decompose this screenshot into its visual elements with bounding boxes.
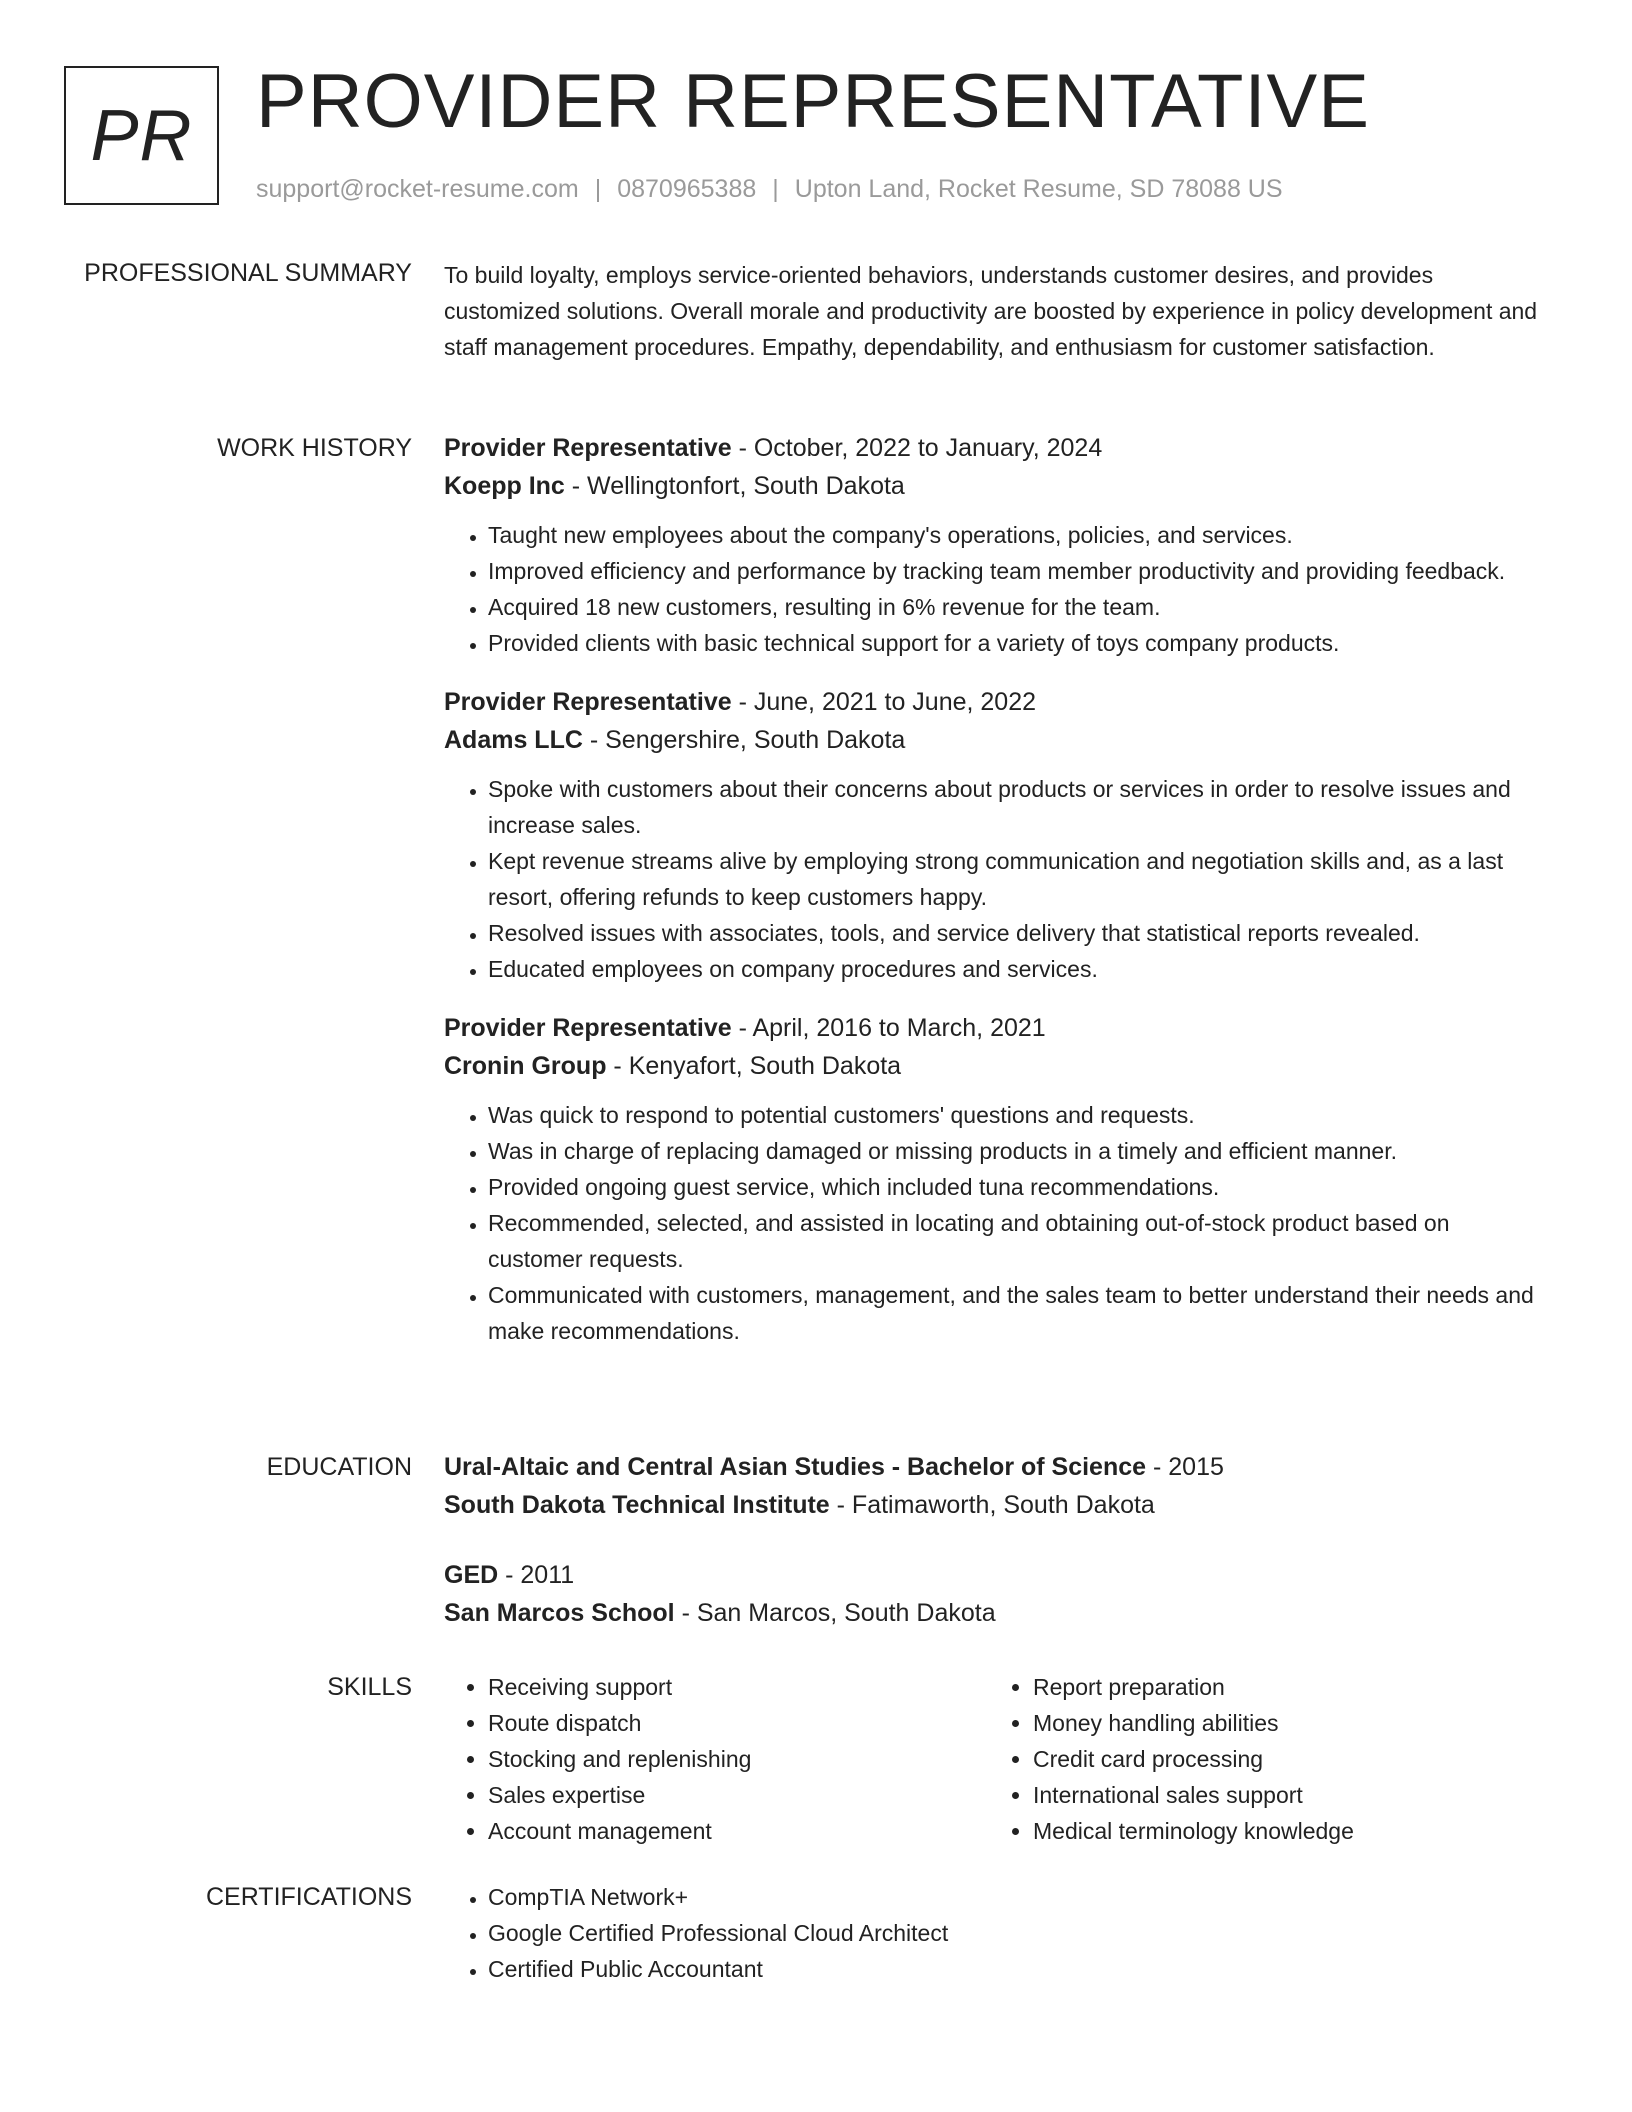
job-bullet: • Taught new employees about the company's operations, policies, and services. [488, 517, 1544, 553]
job-title-line [444, 429, 1544, 467]
skill-item: • Sales expertise [488, 1777, 989, 1813]
certifications-list [444, 1879, 1544, 1987]
job-title-line [444, 683, 1544, 721]
job-entry [444, 429, 1544, 661]
contact-email[interactable]: support@rocket-resume.com [256, 175, 579, 203]
job-bullets [444, 1097, 1544, 1349]
job-company: Koepp Inc [444, 472, 565, 500]
job-company-line [444, 721, 1544, 759]
skill-item: • Stocking and replenishing [488, 1741, 989, 1777]
skills-list-left [444, 1669, 989, 1849]
section-label-skills: SKILLS [327, 1673, 412, 1701]
job-location: - Wellingtonfort, South Dakota [564, 472, 905, 500]
job-company-line [444, 467, 1544, 505]
skill-item: • International sales support [1033, 1777, 1534, 1813]
education-school: South Dakota Technical Institute [444, 1491, 830, 1519]
job-bullet: • Provided clients with basic technical support for a variety of toys company products. [488, 625, 1544, 661]
job-entry [444, 683, 1544, 987]
contact-address: Upton Land, Rocket Resume, SD 78088 US [794, 175, 1283, 203]
skills-list-right [989, 1669, 1534, 1849]
education-school: San Marcos School [444, 1599, 675, 1627]
education-school-line [444, 1486, 1544, 1524]
job-bullet: • Acquired 18 new customers, resulting in 6% revenue for the team. [488, 589, 1544, 625]
monogram-box [64, 66, 219, 205]
job-location: - Kenyafort, South Dakota [606, 1052, 902, 1080]
job-title: Provider Representative [444, 1014, 732, 1042]
contact-separator: | [772, 175, 779, 203]
job-bullet: • Provided ongoing guest service, which included tuna recommendations. [488, 1169, 1544, 1205]
job-bullet: • Recommended, selected, and assisted in locating and obtaining out-of-stock product based on customer requests. [488, 1205, 1544, 1277]
job-bullet: • Spoke with customers about their concerns about products or services in order to resolve issues and increase sales. [488, 771, 1544, 843]
education-year: - 2011 [498, 1561, 575, 1589]
job-location: - Sengershire, South Dakota [582, 726, 906, 754]
job-bullets [444, 517, 1544, 661]
skill-item: • Account management [488, 1813, 989, 1849]
job-bullet: • Educated employees on company procedures and services. [488, 951, 1544, 987]
skill-item: • Route dispatch [488, 1705, 989, 1741]
job-bullet: • Was in charge of replacing damaged or missing products in a timely and efficient manner. [488, 1133, 1544, 1169]
skill-item: • Receiving support [488, 1669, 989, 1705]
job-bullet: • Communicated with customers, management, and the sales team to better understand their needs and make recommendations. [488, 1277, 1544, 1349]
certification-item: • CompTIA Network+ [488, 1879, 1544, 1915]
education-degree: GED [444, 1561, 499, 1589]
education-year: - 2015 [1146, 1453, 1224, 1481]
job-dates: - October, 2022 to January, 2024 [731, 434, 1103, 462]
section-label-work-history: WORK HISTORY [217, 434, 412, 462]
monogram-text: PR [90, 95, 193, 176]
section-label-summary: PROFESSIONAL SUMMARY [84, 259, 412, 287]
education-entry [444, 1448, 1544, 1524]
job-bullet: • Kept revenue streams alive by employing strong communication and negotiation skills and, as a last resort, offering refunds to keep customers happy. [488, 843, 1544, 915]
job-entry [444, 1009, 1544, 1349]
skill-item: • Report preparation [1033, 1669, 1534, 1705]
education-degree-line [444, 1556, 1544, 1594]
job-dates: - June, 2021 to June, 2022 [731, 688, 1037, 716]
job-bullets [444, 771, 1544, 987]
job-title: Provider Representative [444, 434, 732, 462]
section-label-certifications: CERTIFICATIONS [205, 1883, 412, 1911]
education-degree: Ural-Altaic and Central Asian Studies - Bachelor of Science [444, 1453, 1147, 1481]
education-school-line [444, 1594, 1544, 1632]
skill-item: • Medical terminology knowledge [1033, 1813, 1534, 1849]
job-dates: - April, 2016 to March, 2021 [731, 1014, 1046, 1042]
education-location: - San Marcos, South Dakota [674, 1599, 996, 1627]
education-degree-line [444, 1448, 1544, 1486]
skill-item: • Credit card processing [1033, 1741, 1534, 1777]
certification-item: • Google Certified Professional Cloud Architect [488, 1915, 1544, 1951]
page-title: PROVIDER REPRESENTATIVE [256, 59, 1370, 144]
job-company: Adams LLC [444, 726, 583, 754]
contact-line [256, 172, 1283, 206]
section-label-education: EDUCATION [266, 1453, 412, 1481]
certification-item: • Certified Public Accountant [488, 1951, 1544, 1987]
education-entry [444, 1556, 1544, 1632]
skills-columns [444, 1669, 1544, 1849]
job-company-line [444, 1047, 1544, 1085]
job-title: Provider Representative [444, 688, 732, 716]
education-location: - Fatimaworth, South Dakota [829, 1491, 1155, 1519]
job-bullet: • Improved efficiency and performance by tracking team member productivity and providing feedback. [488, 553, 1544, 589]
job-company: Cronin Group [444, 1052, 607, 1080]
skill-item: • Money handling abilities [1033, 1705, 1534, 1741]
job-title-line [444, 1009, 1544, 1047]
contact-separator: | [594, 175, 602, 203]
summary-text: To build loyalty, employs service-oriented behaviors, understands customer desires, and provides customized solutions. Overall morale and productivity are boosted by experience in policy development and staff management procedures. Empathy, dependability, and enthusiasm for customer satisfaction. [444, 262, 1538, 360]
contact-phone[interactable]: 0870965388 [617, 175, 757, 203]
job-bullet: • Was quick to respond to potential customers' questions and requests. [488, 1097, 1544, 1133]
job-bullet: • Resolved issues with associates, tools, and service delivery that statistical reports revealed. [488, 915, 1544, 951]
